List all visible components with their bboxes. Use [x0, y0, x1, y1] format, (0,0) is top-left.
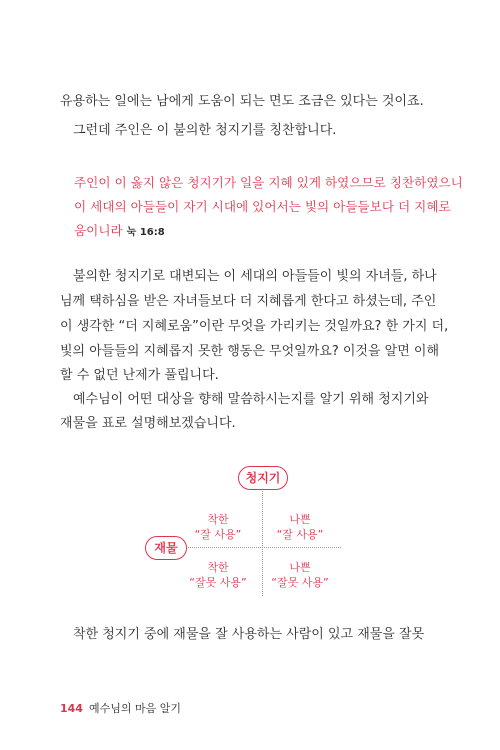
body-line: 님께 택하심을 받은 자녀들보다 더 지혜롭게 한다고 하셨는데, 주인 — [60, 294, 437, 309]
quote-line — [74, 222, 446, 242]
steward-money-diagram — [0, 460, 500, 610]
scripture-reference: 눅 16:8 — [126, 227, 165, 238]
horizontal-axis — [176, 547, 341, 548]
page-footer — [60, 700, 181, 716]
quadrant-title: 나쁜 — [289, 561, 311, 574]
quadrant-good-misuse — [173, 560, 263, 590]
quadrant-subtitle: “잘 사용” — [194, 528, 242, 541]
body-line: 재물을 표로 설명해보겠습니다. — [60, 416, 236, 431]
body-line: 예수님이 어떤 대상을 향해 말씀하시는지를 알기 위해 청지기와 — [73, 392, 429, 407]
quadrant-bad-misuse — [255, 560, 345, 590]
body-line: 착한 청지기 중에 재물을 잘 사용하는 사람이 있고 재물을 잘못 — [73, 627, 425, 642]
quadrant-title: 나쁜 — [289, 513, 311, 526]
quadrant-good-use-well — [173, 512, 263, 542]
axis-label-steward: 청지기 — [238, 466, 288, 490]
quadrant-title: 착한 — [207, 513, 229, 526]
body-line: 불의한 청지기로 대변되는 이 세대의 아들들이 빛의 자녀들, 하나 — [73, 269, 437, 284]
body-line: 빛의 아들들의 지혜롭지 못한 행동은 무엇일까요? 이것을 알면 이해 — [60, 344, 440, 359]
page-number: 144 — [60, 702, 83, 715]
quadrant-bad-use-well — [255, 512, 345, 542]
quote-line: 이 세대의 아들들이 자기 시대에 있어서는 빛의 아들들보다 더 지혜로 — [74, 199, 451, 214]
body-line: 그런데 주인은 이 불의한 청지기를 칭찬합니다. — [73, 123, 337, 138]
axis-label-money: 재물 — [145, 536, 187, 560]
quadrant-subtitle: “잘 사용” — [276, 528, 324, 541]
quote-line: 주인이 이 옳지 않은 청지기가 일을 지혜 있게 하였으므로 칭찬하였으니 — [74, 175, 463, 190]
body-line: 유용하는 일에는 남에게 도움이 되는 면도 조금은 있다는 것이죠. — [60, 94, 424, 109]
quote-text: 움이니라 — [74, 223, 123, 238]
book-title: 예수님의 마음 알기 — [88, 702, 181, 715]
body-line: 이 생각한 “더 지혜로움”이란 무엇을 가리키는 것일까요? 한 가지 더, — [60, 319, 449, 334]
quadrant-subtitle: “잘못 사용” — [271, 576, 329, 589]
quadrant-title: 착한 — [207, 561, 229, 574]
quadrant-subtitle: “잘못 사용” — [189, 576, 247, 589]
body-line: 할 수 없던 난제가 풀립니다. — [60, 368, 219, 383]
